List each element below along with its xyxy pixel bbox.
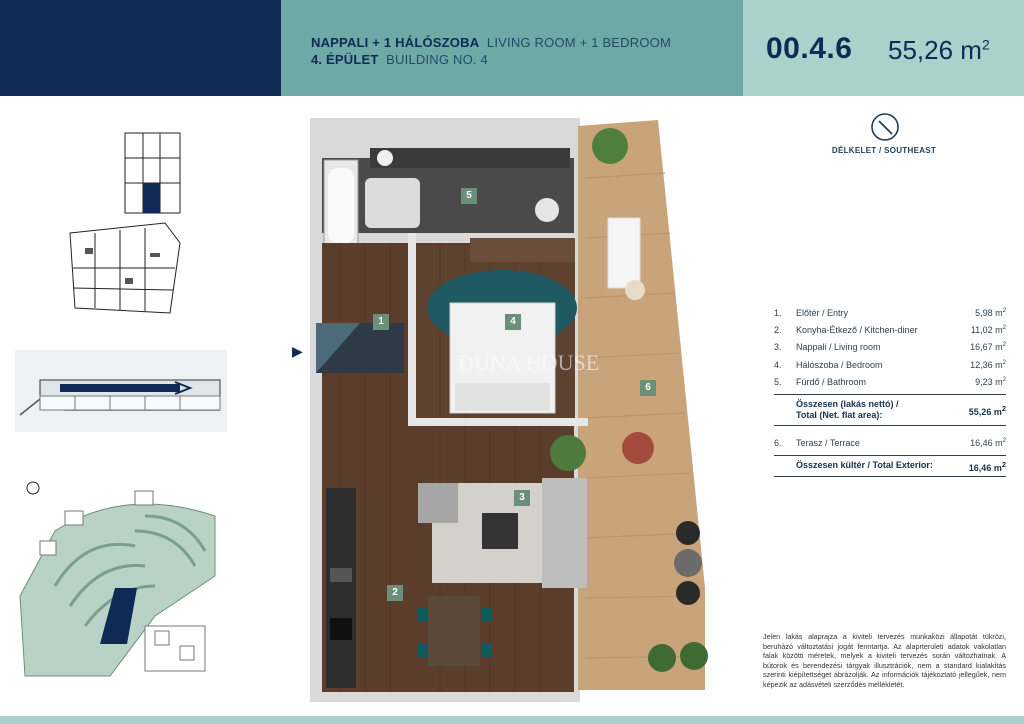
kitchen-counter: [326, 488, 356, 688]
total-net-row: Összesen (lakás nettó) / Total (Net. flat area): 55,26 $m^2$: [796, 398, 1006, 420]
building-number: 4. ÉPÜLET BUILDING NO. 4: [311, 52, 488, 67]
header: [0, 0, 1024, 96]
bathroom-floor: [322, 158, 574, 233]
unit-code: 00.4.6: [766, 32, 853, 65]
room-row: 4. Hálószoba / Bedroom 12,36 $m^2$: [774, 359, 1006, 370]
header-navy-block: [0, 0, 281, 96]
room-label-4: 4: [505, 314, 521, 330]
unit-area: 55,26 $m^2$: [888, 35, 990, 65]
disclaimer-text: Jelen lakás alaprajza a kiviteli tervezés munkaközi állapotát tükrözi, beruházó változtatási jogát fenntartja. Az alaprteruleti adatok vakolatlan falak közötti méretek, melyek a kiviteli tervezés során változhatnak. A bútorok és berendezési tárgyak illusztrációk, nem a standard kialakítás szerinti kiépítettséget ábrázolják. Az információk tájékoztató jellegűek, nem képezik az adásvételi szerződés mellékletét.: [763, 632, 1006, 689]
building-floor-thumbnail: [55, 128, 205, 318]
room-row: 5. Fürdő / Bathroom 9,23 $m^2$: [774, 376, 1006, 387]
room-label-2: 2: [387, 585, 403, 601]
footer-bar: [0, 716, 1024, 724]
svg-text:DUNA HOUSE: DUNA HOUSE: [458, 350, 600, 375]
compass-label: DÉLKELET / SOUTHEAST: [831, 146, 937, 155]
room-row: 1. Előtér / Entry 5,98 $m^2$: [774, 308, 1006, 318]
room-label-1: 1: [373, 314, 389, 330]
building-section-thumbnail: [15, 350, 227, 432]
table-divider: [774, 425, 1006, 426]
compass-icon: [870, 112, 900, 142]
room-area-table: [774, 308, 1006, 477]
room-label-6: 6: [640, 380, 656, 396]
room-row: 3. Nappali / Living room 16,67 $m^2$: [774, 342, 1006, 353]
entry-arrow-icon: ▶: [292, 343, 303, 359]
room-label-5: 5: [461, 188, 477, 204]
terrace-row: 6. Terasz / Terrace 16,46 $m^2$: [774, 437, 1006, 448]
floor-plan: [310, 118, 715, 702]
table-divider: [774, 476, 1006, 477]
site-plan-thumbnail: [15, 476, 220, 684]
room-label-3: 3: [514, 490, 530, 506]
room-row: 2. Konyha-Étkező / Kitchen-diner 11,02 $m^2$: [774, 325, 1006, 336]
total-exterior-row: Összesen kültér / Total Exterior: 16,46 $m^2$: [796, 460, 1006, 474]
apartment-type: NAPPALI + 1 HÁLÓSZOBA LIVING ROOM + 1 BEDROOM: [311, 35, 672, 50]
